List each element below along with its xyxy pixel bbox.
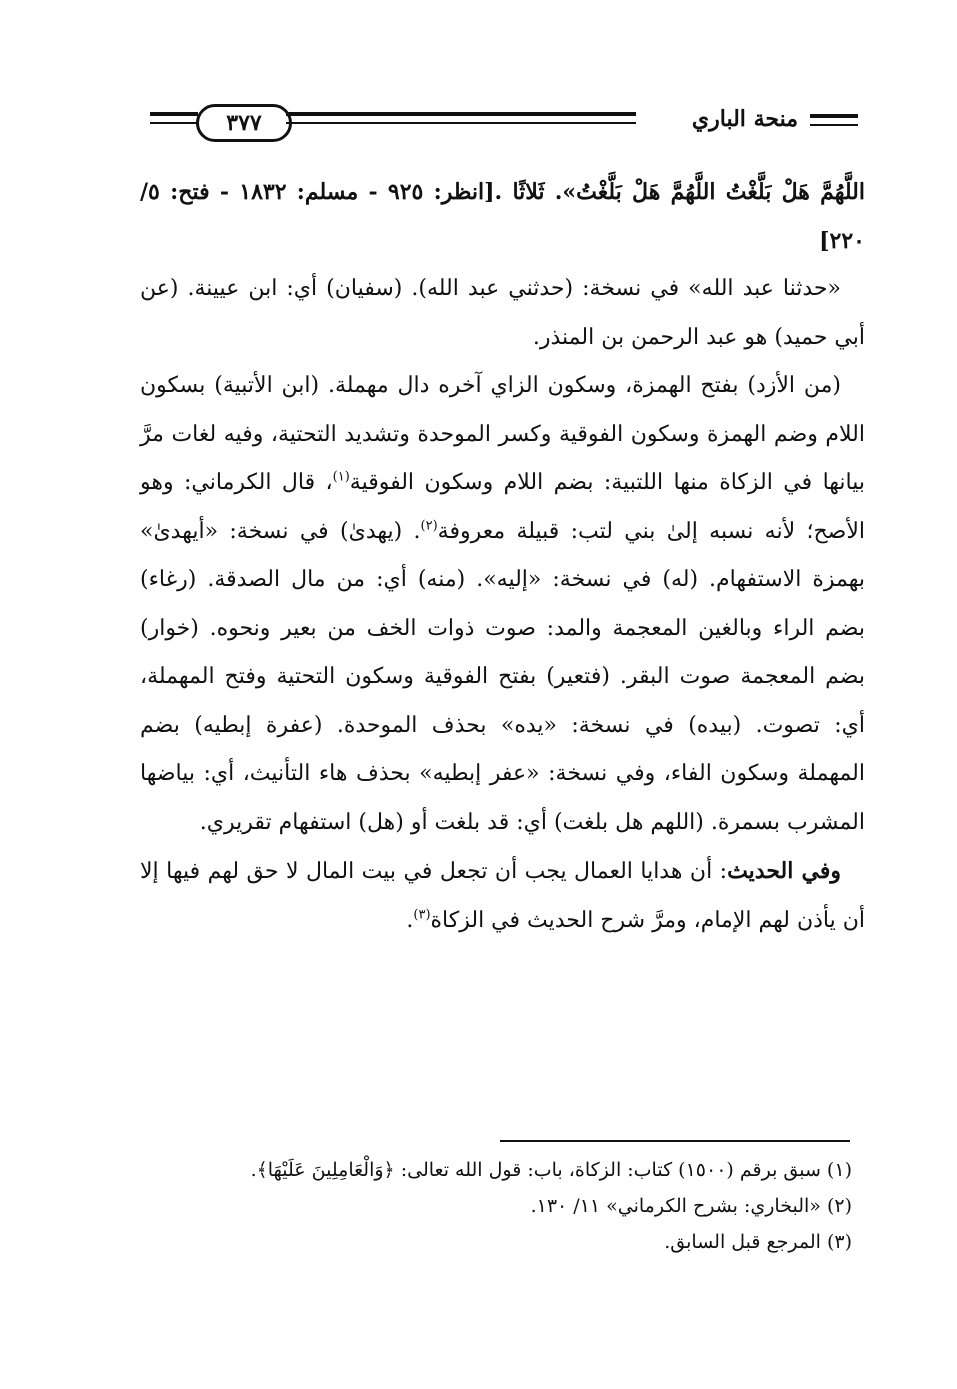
header-rule-right-thin [810,124,858,126]
running-title: منحة الباري [691,106,798,132]
para2-part-c: . (يهدىٰ) في نسخة: «أيهدىٰ» بهمزة الاستفهام. (له) في نسخة: «إليه». (منه) أي: من مال الصدقة. (رغاء) بضم الراء وبالغين المعجمة والمد: صوت ذوات الخف من بعير ونحوه. (خوار) بضم المعجمة صوت البقر. (فتعير) بفتح الفوقية وسكون التحتية وفتح المهملة، أي: تصوت. (بيده) في نسخة: «يده» بحذف الموحدة. (عفرة إبطيه) بضم المهملة وسكون الفاء، وفي نسخة: «عفر إبطيه» بحذف هاء التأنيث، أي: بياضها المشرب بسمرة. (اللهم هل بلغت) أي: قد بلغت أو (هل) استفهام تقريري. [140,518,865,835]
footnote-2: (٢) «البخاري: بشرح الكرماني» ١١/ ١٣٠. [530,1195,852,1217]
para3-lead: وفي الحديث [727,858,841,884]
commentary-paragraph-3 [140,847,865,945]
header-rule-right [810,114,858,118]
page-number: ٣٧٧ [196,104,292,142]
footnotes [140,1152,852,1260]
footnote-ref-2[interactable]: (٢) [420,518,438,534]
header-rule-middle-thin [286,122,636,124]
commentary-paragraph-1: «حدثنا عبد الله» في نسخة: (حدثني عبد الله). (سفيان) أي: ابن عيينة. (عن أبي حميد) هو عبد الرحمن بن المنذر. [140,276,865,350]
para3-end: . [406,907,414,933]
footnote-ref-1[interactable]: (١) [332,469,350,485]
main-text [140,168,865,945]
commentary-paragraph-2 [140,362,865,847]
hadith-quote-line: اللَّهُمَّ هَلْ بَلَّغْتُ اللَّهُمَّ هَلْ بَلَّغْتُ». ثَلاثًا .[انظر: ٩٢٥ - مسلم: ١٨٣٢ - فتح: ٥/ ٢٢٠] [140,179,865,254]
header-rule-left [150,112,198,116]
footnote-ref-3[interactable]: (٣) [413,907,431,923]
para3-text: : أن هدايا العمال يجب أن تجعل في بيت المال لا حق لهم فيها إلا أن يأذن لهم الإمام، ومرَّ شرح الحديث في الزكاة [140,859,865,933]
header-rule-middle [286,112,636,116]
footnote-separator [500,1140,850,1142]
footnote-3: (٣) المرجع قبل السابق. [664,1231,852,1253]
page-header [150,100,860,140]
header-rule-left-thin [150,122,198,124]
para2-part-b: ، قال الكرماني: وهو الأصح؛ لأنه نسبه إلىٰ بني لتب: قبيلة معروفة [140,470,865,544]
footnote-1: (١) سبق برقم (١٥٠٠) كتاب: الزكاة، باب: قول الله تعالى: ﴿وَالْعَامِلِينَ عَلَيْهَا﴾. [250,1159,852,1181]
para2-part-a: (من الأزد) بفتح الهمزة، وسكون الزاي آخره دال مهملة. (ابن الأتبية) بسكون اللام وضم الهمزة وسكون الفوقية وكسر الموحدة وتشديد التحتية، وفيه لغات مرَّ بيانها في الزكاة منها اللتبية: بضم اللام وسكون الفوقية [140,373,865,495]
